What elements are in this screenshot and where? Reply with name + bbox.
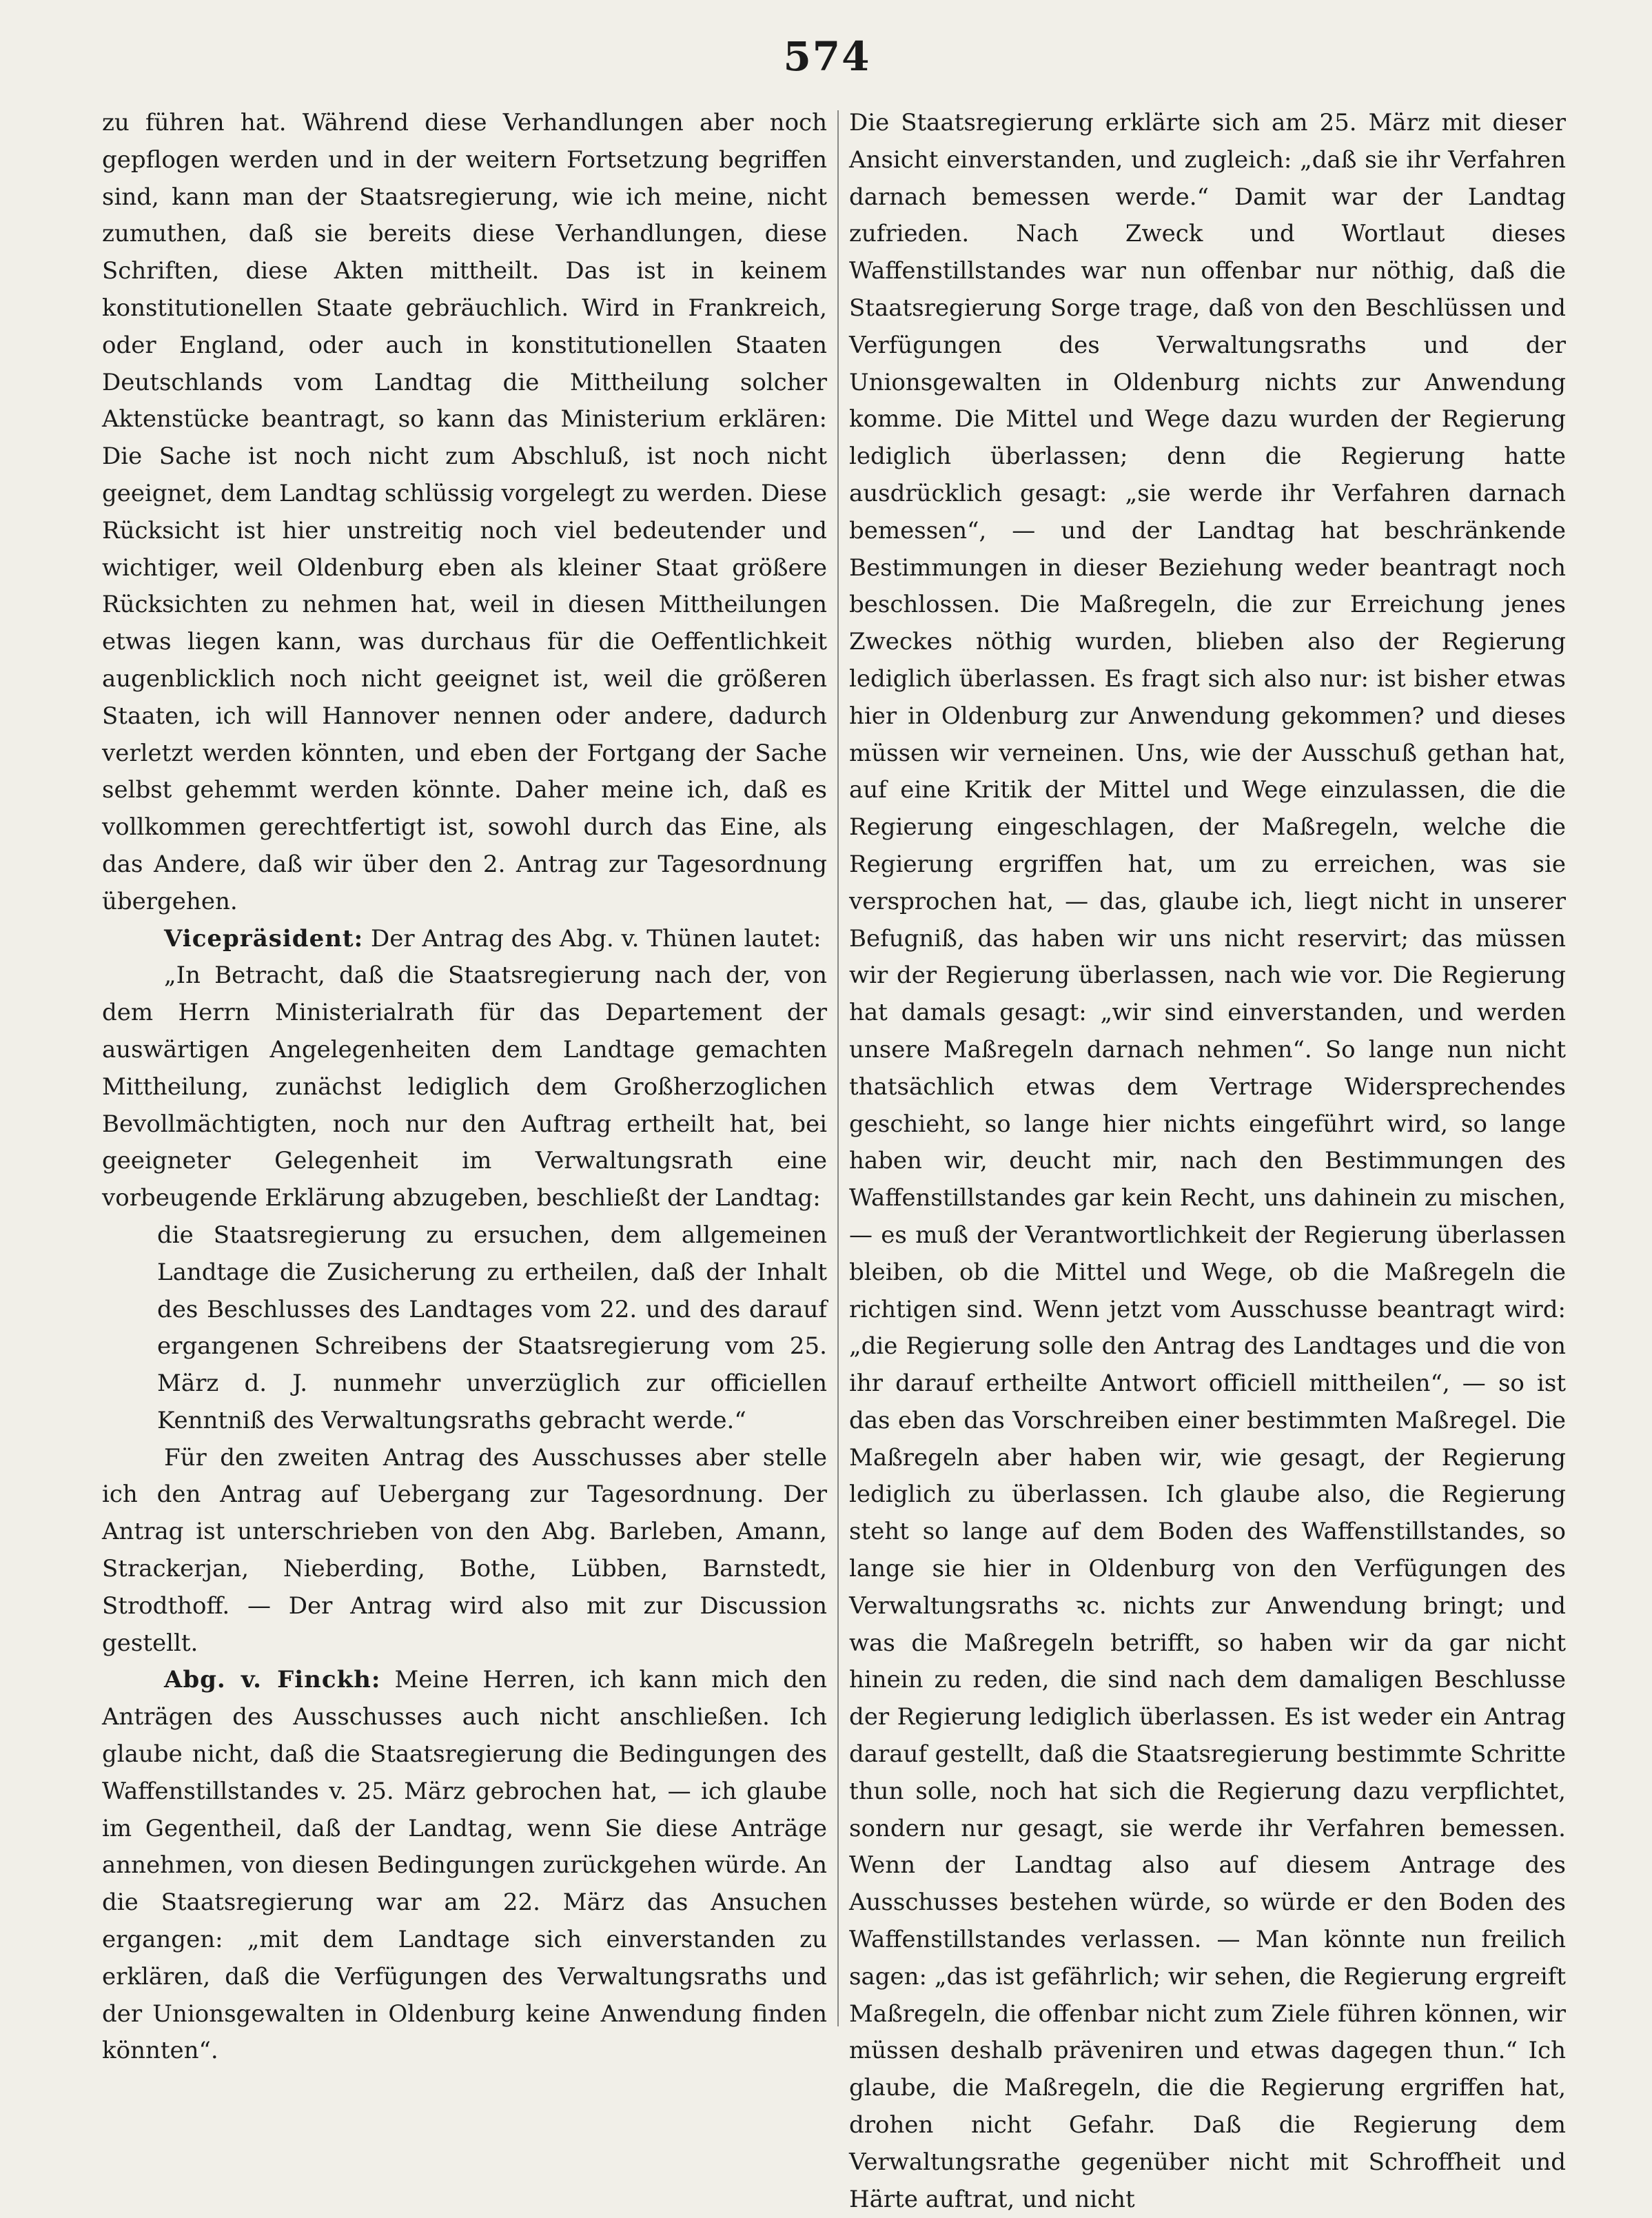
paragraph: Die Staatsregierung erklärte sich am 25. März mit dieser Ansicht einverstanden, und zugleich: „daß sie ihr Verfahren darnach bemessen werde.“ Damit war der Landtag zufrieden. Nach Zweck und Wortlaut dieses Waffenstillstandes war nun offenbar nur nöthig, daß die Staatsregierung Sorge trage, daß von den Beschlüssen und Verfügungen des Verwaltungsraths und der Unionsgewalten in Oldenburg nichts zur Anwendung komme. Die Mittel und Wege dazu wurden der Regierung lediglich überlassen; denn die Regierung hatte ausdrücklich gesagt: „sie werde ihr Verfahren darnach bemessen“, — und der Landtag hat beschränkende Bestimmungen in dieser Beziehung weder beantragt noch beschlossen. Die Maßregeln, die zur Erreichung jenes Zweckes nöthig wurden, blieben also der Regierung lediglich überlassen. Es fragt sich also nur: ist bisher etwas hier in Oldenburg zur Anwendung gekommen? und dieses müssen wir verneinen. Uns, wie der Ausschuß gethan hat, auf eine Kritik der Mittel und Wege einzulassen, die die Regierung eingeschlagen, der Maßregeln, welche die Regierung ergriffen hat, um zu erreichen, was sie versprochen hat, — das, glaube ich, liegt nicht in unserer Befugniß, das haben wir uns nicht reservirt; das müssen wir der Regierung überlassen, nach wie vor. Die Regierung hat damals gesagt: „wir sind einverstanden, und werden unsere Maßregeln darnach nehmen“. So lange nun nicht thatsächlich etwas dem Vertrage Widersprechendes geschieht, so lange hier nichts eingeführt wird, so lange haben wir, deucht mir, nach den Bestimmungen des Waffenstillstandes gar kein Recht, uns dahinein zu mischen, — es muß der Verantwortlichkeit der Regierung überlassen bleiben, ob die Mittel und Wege, ob die Maßregeln die richtigen sind. Wenn jetzt vom Ausschusse beantragt wird: „die Regierung solle den Antrag des Landtages und die von ihr darauf ertheilte Antwort officiell mittheilen“, — so ist das eben das Vorschreiben einer bestimmten Maßregel. Die Maßregeln aber haben wir, wie gesagt, der Regierung lediglich zu überlassen. Ich glaube also, die Regierung steht so lange auf dem Boden des Waffenstillstandes, so lange sie hier in Oldenburg von den Verfügungen des Verwaltungsraths ꝛc. nichts zur Anwendung bringt; und was die Maßregeln betrifft, so haben wir da gar nicht hinein zu reden, die sind nach dem damaligen Beschlusse der Regierung lediglich überlassen. Es ist weder ein Antrag darauf gestellt, daß die Staatsregierung bestimmte Schritte thun solle, noch hat sich die Regierung dazu verpflichtet, sondern nur gesagt, sie werde ihr Verfahren bemessen. Wenn der Landtag also auf diesem Antrage des Ausschusses bestehen würde, so würde er den Boden des Waffenstillstandes verlassen. — Man könnte nun freilich sagen: „das ist gefährlich; wir sehen, die Regierung ergreift Maßregeln, die offenbar nicht zum Ziele führen können, wir müssen deshalb präveniren und etwas dagegen thun.“ Ich glaube, die Maßregeln, die die Regierung ergriffen hat, drohen nicht Gefahr. Daß die Regierung dem Verwaltungsrathe gegenüber nicht mit Schroffheit und Härte auftrat, und nicht <box>849 109 1566 2213</box>
speaker-paragraph <box>102 921 827 958</box>
motion-quote: „In Betracht, daß die Staatsregierung nach der, von dem Herrn Ministerialrath für das Departement der auswärtigen Angelegenheiten dem Landtage gemachten Mittheilung, zunächst lediglich dem Großherzoglichen Bevollmächtigten, noch nur den Auftrag ertheilt hat, bei geeigneter Gelegenheit im Verwaltungsrath eine vorbeugende Erklärung abzugeben, beschließt der Landtag: <box>102 962 827 1212</box>
motion-quote-clause: die Staatsregierung zu ersuchen, dem allgemeinen Landtage die Zusicherung zu ertheilen, daß der Inhalt des Beschlusses des Landtages vom 22. und des darauf ergangenen Schreibens der Staatsregierung vom 25. März d. J. nunmehr unverzüglich zur officiellen Kenntniß des Verwaltungsraths gebracht werde.“ <box>157 1221 827 1434</box>
speaker-paragraph <box>102 1662 827 2070</box>
paragraph: Für den zweiten Antrag des Ausschusses aber stelle ich den Antrag auf Uebergang zur Tagesordnung. Der Antrag ist unterschrieben von den Abg. Barleben, Amann, Strackerjan, Nieberding, Bothe, Lübben, Barnstedt, Strodthoff. — Der Antrag wird also mit zur Discussion gestellt. <box>102 1443 827 1657</box>
right-column <box>849 105 1566 2213</box>
left-column <box>102 105 827 2065</box>
speaker-label: Vicepräsident: <box>164 924 364 953</box>
column-divider <box>837 110 839 2026</box>
paragraph-text: Der Antrag des Abg. v. Thünen lautet: <box>363 924 822 953</box>
page-number: 574 <box>783 33 871 80</box>
paragraph: zu führen hat. Während diese Verhandlungen aber noch gepflogen werden und in der weitern Fortsetzung begriffen sind, kann man der Staatsregierung, wie ich meine, nicht zumuthen, daß sie bereits diese Verhandlungen, diese Schriften, diese Akten mittheilt. Das ist in keinem konstitutionellen Staate gebräuchlich. Wird in Frankreich, oder England, oder auch in konstitutionellen Staaten Deutschlands vom Landtag die Mittheilung solcher Aktenstücke beantragt, so kann das Ministerium erklären: Die Sache ist noch nicht zum Abschluß, ist noch nicht geeignet, dem Landtag schlüssig vorgelegt zu werden. Diese Rücksicht ist hier unstreitig noch viel bedeutender und wichtiger, weil Oldenburg eben als kleiner Staat größere Rücksichten zu nehmen hat, weil in diesen Mittheilungen etwas liegen kann, was durchaus für die Oeffentlichkeit augenblicklich noch nicht geeignet ist, weil die größeren Staaten, ich will Hannover nennen oder andere, dadurch verletzt werden könnten, und eben der Fortgang der Sache selbst gehemmt werden könnte. Daher meine ich, daß es vollkommen gerechtfertigt ist, sowohl durch das Eine, als das Andere, daß wir über den 2. Antrag zur Tagesordnung übergehen. <box>102 109 827 915</box>
paragraph-text: Meine Herren, ich kann mich den Anträgen des Ausschusses auch nicht anschließen. Ich glaube nicht, daß die Staatsregierung die Bedingungen des Waffenstillstandes v. 25. März gebrochen hat, — ich glaube im Gegentheil, daß der Landtag, wenn Sie diese Anträge annehmen, von diesen Bedingungen zurückgehen würde. An die Staatsregierung war am 22. März das Ansuchen ergangen: „mit dem Landtage sich einverstanden zu erklären, daß die Verfügungen des Verwaltungsraths und der Unionsgewalten in Oldenburg keine Anwendung finden könnten“. <box>102 1666 827 2065</box>
speaker-label: Abg. v. Finckh: <box>164 1666 381 1694</box>
